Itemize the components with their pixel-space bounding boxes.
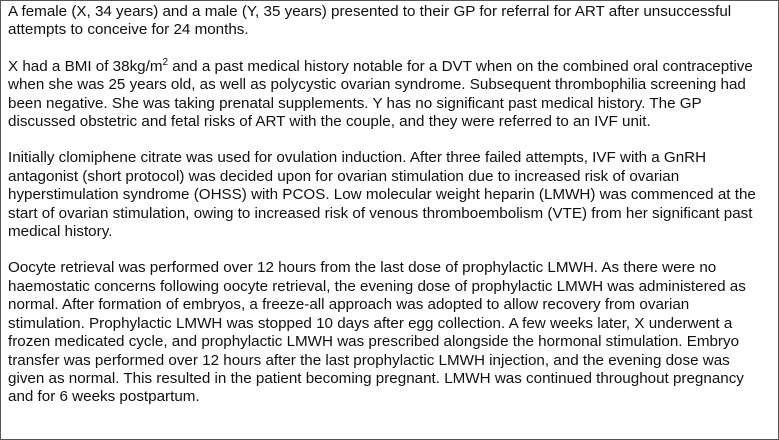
history-text-rest: and a past medical history notable for a DVT when on the combined oral contraceptive when she was 25 years old, as well as polycystic ovarian syndrome. Subsequent thrombophilia screening had been negative. She was taking prenatal supplements. Y has no significant past medical history. The GP discussed obstetric and fetal risks of ART with the couple, and they were referred to an IVF unit. (8, 57, 753, 131)
history-text-start: X had a BMI of 38kg/m (8, 57, 163, 75)
paragraph-presentation: A female (X, 34 years) and a male (Y, 35 years) presented to their GP for referral for ART after unsuccessful attempts to conceive for 24 months. (8, 3, 732, 39)
paragraph-outcome: Oocyte retrieval was performed over 12 hours from the last dose of prophylactic LMWH. As there were no haemostatic concerns following oocyte retrieval, the evening dose of prophylactic LMWH was administered as normal. After formation of embryos, a freeze-all approach was adopted to allow recovery from ovarian stimulation. Prophylactic LMWH was stopped 10 days after egg collection. A few weeks later, X underwent a frozen medicated cycle, and prophylactic LMWH was prescribed alongside the hormonal stimulation. Embryo transfer was performed over 12 hours after the last prophylactic LMWH injection, and the evening dose was given as normal. This resulted in the patient becoming pregnant. LMWH was continued throughout pregnancy and for 6 weeks postpartum. (8, 259, 746, 406)
paragraph-history (8, 58, 770, 132)
paragraph-treatment: Initially clomiphene citrate was used for ovulation induction. After three failed attempts, IVF with a GnRH antagonist (short protocol) was decided upon for ovarian stimulation due to increased risk of ovarian hyperstimulation syndrome (OHSS) with PCOS. Low molecular weight heparin (LMWH) was commenced at the start of ovarian stimulation, owing to increased risk of venous thromboembolism (VTE) from her significant past medical history. (8, 149, 756, 241)
superscript: 2 (162, 56, 169, 68)
